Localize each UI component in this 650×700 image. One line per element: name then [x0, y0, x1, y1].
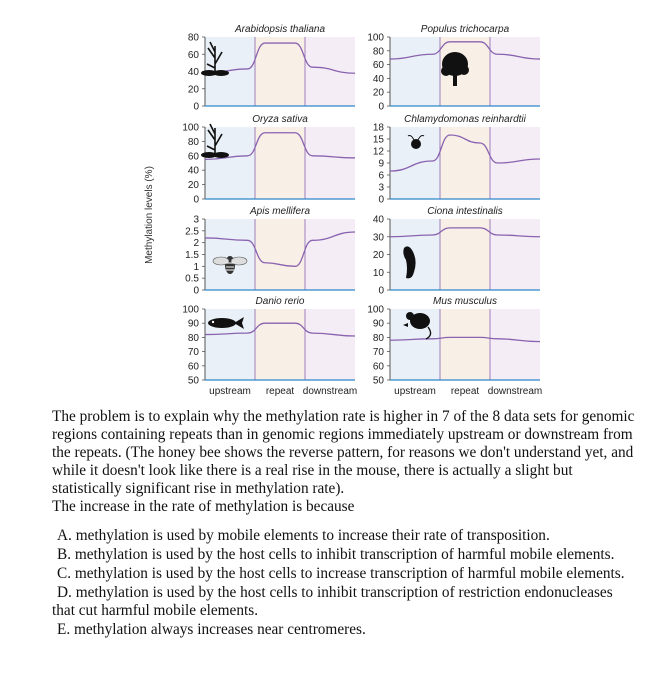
upstream-region — [390, 37, 440, 106]
panel-title: Ciona intestinalis — [427, 206, 503, 217]
y-tick-label: 30 — [372, 232, 384, 244]
y-tick-label: 100 — [367, 32, 384, 44]
x-tick-label: upstream — [209, 386, 251, 397]
repeat-region — [255, 309, 305, 380]
panel-title: Oryza sativa — [252, 114, 308, 125]
answer-options — [52, 527, 637, 640]
eye-shape — [212, 321, 214, 323]
y-tick-label: 0 — [193, 285, 199, 297]
y-tick-label: 80 — [187, 332, 199, 344]
y-tick-label: 18 — [372, 122, 384, 134]
x-tick-label: downstream — [487, 386, 543, 397]
y-tick-label: 60 — [187, 49, 199, 61]
downstream-region — [490, 37, 540, 106]
y-tick-label: 90 — [187, 318, 199, 330]
ear-shape — [406, 312, 414, 320]
repeat-region — [255, 127, 305, 199]
y-tick-label: 40 — [372, 214, 384, 226]
y-tick-label: 20 — [372, 250, 384, 261]
repeat-region — [440, 219, 490, 290]
y-tick-label: 9 — [378, 158, 384, 170]
y-tick-label: 50 — [372, 375, 384, 387]
y-tick-label: 70 — [372, 347, 384, 359]
y-tick-label: 90 — [372, 318, 384, 330]
upstream-region — [390, 127, 440, 199]
x-tick-label: repeat — [450, 386, 480, 397]
chart-panel — [185, 206, 355, 297]
panel-title: Danio rerio — [255, 296, 305, 307]
crown-shape — [459, 65, 469, 75]
y-tick-label: 40 — [187, 67, 199, 78]
panel-title: Chlamydomonas reinhardtii — [404, 114, 526, 125]
y-tick-label: 15 — [372, 134, 384, 146]
chart-panel — [188, 24, 355, 113]
panel-title: Apis mellifera — [249, 206, 311, 217]
downstream-region — [305, 37, 355, 106]
y-tick-label: 3 — [378, 182, 384, 194]
downstream-region — [305, 219, 355, 290]
upstream-region — [390, 219, 440, 290]
y-tick-label: 20 — [372, 87, 384, 99]
chart-panel — [182, 114, 355, 206]
question-block — [52, 408, 637, 516]
upstream-region — [205, 219, 255, 290]
rosette-shape — [213, 70, 229, 76]
x-tick-label: downstream — [302, 386, 358, 397]
y-tick-label: 70 — [187, 347, 199, 359]
repeat-region — [440, 127, 490, 199]
y-tick-label: 0 — [193, 194, 199, 206]
chart-panel — [373, 206, 540, 297]
y-tick-label: 100 — [367, 304, 384, 316]
y-tick-label: 3 — [193, 214, 199, 226]
wing-shape — [213, 257, 229, 265]
chart-panel — [367, 296, 542, 397]
repeat-region — [255, 219, 305, 290]
y-tick-label: 0 — [378, 101, 384, 113]
y-tick-label: 40 — [187, 165, 199, 177]
x-tick-label: repeat — [265, 386, 295, 397]
y-tick-label: 12 — [372, 146, 384, 158]
chart-panel — [182, 296, 357, 397]
y-tick-label: 50 — [187, 375, 199, 387]
y-tick-label: 60 — [372, 60, 384, 72]
y-tick-label: 80 — [187, 32, 199, 44]
y-axis-label: Methylation levels (%) — [144, 166, 155, 264]
y-tick-label: 20 — [187, 180, 199, 192]
body-shape — [208, 318, 236, 328]
y-tick-label: 0.5 — [185, 273, 199, 285]
option-e[interactable]: E. methylation always increases near centromeres. — [57, 621, 366, 638]
option-a[interactable]: A. methylation is used by mobile elements to increase their rate of transposition. — [57, 527, 550, 544]
wing-shape — [231, 257, 247, 265]
panel-title: Mus musculus — [433, 296, 497, 307]
downstream-region — [305, 309, 355, 380]
y-tick-label: 100 — [182, 304, 199, 316]
downstream-region — [490, 309, 540, 380]
chart-panel — [373, 114, 540, 206]
repeat-region — [440, 309, 490, 380]
y-tick-label: 0 — [378, 285, 384, 297]
y-tick-label: 60 — [187, 361, 199, 373]
downstream-region — [305, 127, 355, 199]
rosette-shape — [213, 152, 229, 158]
question-stem: The increase in the rate of methylation is because — [52, 498, 355, 515]
panel-title: Populus trichocarpa — [420, 24, 510, 35]
repeat-region — [255, 37, 305, 106]
y-tick-label: 2.5 — [185, 226, 199, 238]
y-tick-label: 40 — [372, 73, 384, 85]
y-tick-label: 1.5 — [185, 250, 199, 261]
y-tick-label: 6 — [378, 170, 384, 182]
option-b[interactable]: B. methylation is used by the host cells to inhibit transcription of harmful mobile elements. — [57, 546, 615, 563]
y-tick-label: 0 — [378, 194, 384, 206]
downstream-region — [490, 219, 540, 290]
option-c[interactable]: C. methylation is used by the host cells to increase transcription of harmful mobile elements. — [57, 565, 625, 582]
crown-shape — [441, 66, 451, 76]
y-tick-label: 80 — [187, 136, 199, 148]
y-tick-label: 80 — [372, 46, 384, 58]
panel-title: Arabidopsis thaliana — [234, 24, 326, 35]
y-tick-label: 60 — [372, 361, 384, 373]
y-tick-label: 60 — [187, 151, 199, 163]
y-tick-label: 0 — [193, 101, 199, 113]
x-tick-label: upstream — [394, 386, 436, 397]
y-tick-label: 1 — [193, 261, 199, 273]
y-tick-label: 2 — [193, 238, 199, 250]
y-tick-label: 80 — [372, 332, 384, 344]
cell-shape — [411, 139, 421, 149]
option-d[interactable]: D. methylation is used by the host cells to inhibit transcription of restriction endonucleases that cut harmful mobile elements. — [52, 584, 613, 619]
y-tick-label: 20 — [187, 84, 199, 96]
question-paragraph: The problem is to explain why the methylation rate is higher in 7 of the 8 data sets for genomic regions containing repeats than in genomic regions immediately upstream or downstream from the repeats. (The honey bee shows the reverse pattern, for reasons we don't understand yet, and while it doesn't look like there is a real rise in the mouse, there is actually a slight but statistically significant rise in methylation rate). — [52, 408, 635, 497]
y-tick-label: 100 — [182, 122, 199, 134]
y-tick-label: 10 — [372, 267, 384, 279]
chart-panels — [182, 24, 542, 397]
